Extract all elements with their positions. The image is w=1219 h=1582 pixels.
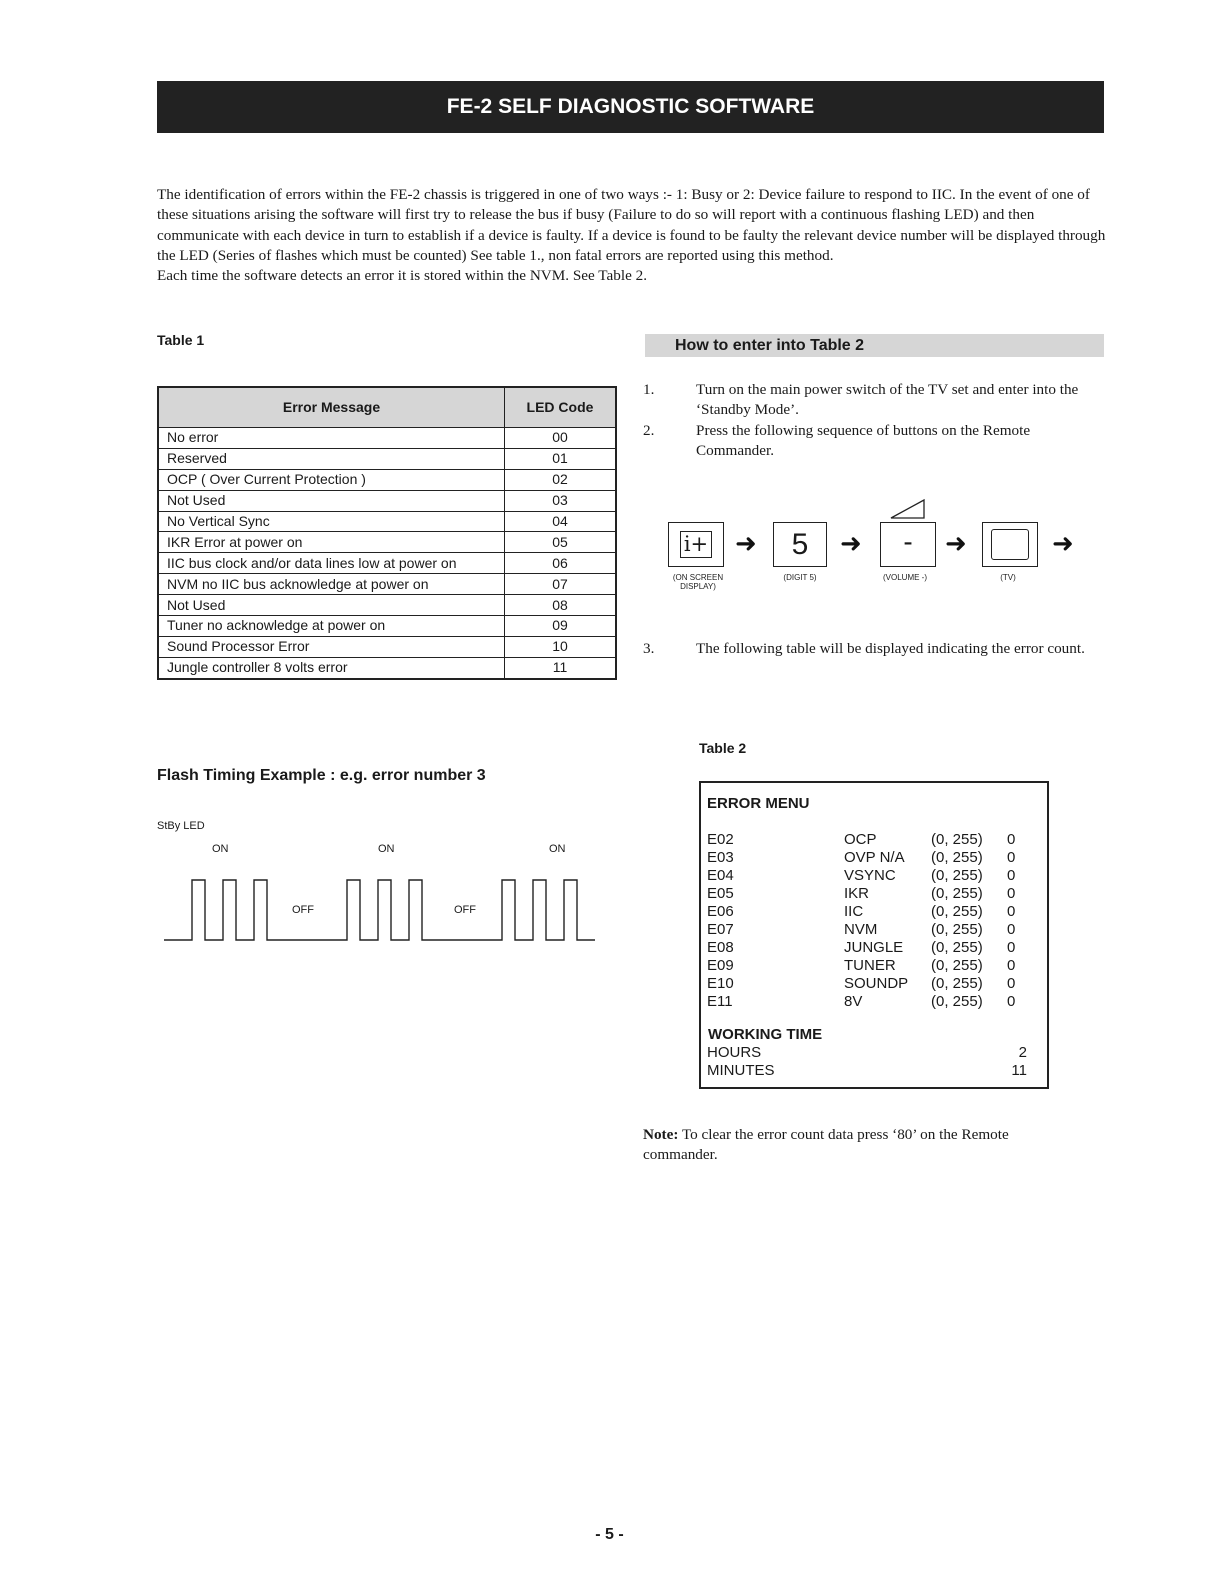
note (643, 1125, 1083, 1166)
led-code-cell: 05 (505, 532, 617, 553)
error-message-cell: No Vertical Sync (158, 511, 505, 532)
table-header-row (158, 387, 616, 428)
led-code-cell: 11 (505, 657, 617, 678)
step-number: 2. (643, 422, 655, 439)
error-count: 0 (1007, 921, 1016, 938)
volume-minus-button[interactable] (880, 522, 936, 567)
error-code: E04 (707, 867, 734, 884)
error-name: TUNER (844, 957, 896, 974)
error-range: (0, 255) (931, 921, 983, 938)
button-caption: (TV) (1000, 573, 1016, 582)
led-code-cell: 10 (505, 636, 617, 657)
page-title-banner (157, 81, 1104, 133)
button-caption: (ON SCREEN DISPLAY) (672, 573, 724, 591)
intro-paragraph-2: Each time the software detects an error it is stored within the NVM. See Table 2. (157, 267, 647, 285)
step-3 (643, 639, 1098, 659)
step-text: Press the following sequence of buttons on the Remote Commander. (696, 422, 1031, 460)
hours-value: 2 (1018, 1044, 1027, 1061)
error-name: NVM (844, 921, 878, 938)
error-message-cell: OCP ( Over Current Protection ) (158, 469, 505, 490)
hours-label: HOURS (707, 1044, 762, 1061)
error-code: E07 (707, 921, 734, 938)
led-code-cell: 02 (505, 469, 617, 490)
tv-icon (991, 529, 1029, 560)
column-header-error-message: Error Message (158, 387, 505, 428)
on-label: ON (212, 843, 229, 855)
error-range: (0, 255) (931, 939, 983, 956)
step-text: The following table will be displayed indicating the error count. (696, 640, 1085, 657)
off-label: OFF (292, 904, 314, 916)
error-message-cell: IKR Error at power on (158, 532, 505, 553)
table-row (158, 428, 616, 449)
error-count: 0 (1007, 939, 1016, 956)
error-message-cell: Tuner no acknowledge at power on (158, 616, 505, 637)
error-range: (0, 255) (931, 831, 983, 848)
on-label: ON (378, 843, 395, 855)
error-message-cell: Reserved (158, 448, 505, 469)
arrow-right-icon: ➜ (1052, 529, 1074, 558)
error-message-cell: No error (158, 428, 505, 449)
table-row (158, 574, 616, 595)
error-range: (0, 255) (931, 993, 983, 1010)
error-code-table (157, 386, 617, 680)
off-label: OFF (454, 904, 476, 916)
column-header-led-code: LED Code (505, 387, 617, 428)
error-count: 0 (1007, 975, 1016, 992)
led-code-cell: 07 (505, 574, 617, 595)
minutes-value: 11 (1011, 1062, 1027, 1079)
page-number: - 5 - (595, 1526, 624, 1543)
error-code: E11 (707, 993, 733, 1010)
error-code: E08 (707, 939, 734, 956)
flash-timing-waveform (160, 870, 612, 946)
error-count: 0 (1007, 993, 1016, 1010)
led-code-cell: 08 (505, 595, 617, 616)
step-number: 3. (643, 640, 655, 657)
table-row (158, 553, 616, 574)
led-code-cell: 04 (505, 511, 617, 532)
table-row (158, 636, 616, 657)
error-name: OCP (844, 831, 877, 848)
flash-timing-title: Flash Timing Example : e.g. error number 3 (157, 767, 486, 784)
how-to-header (645, 334, 1104, 357)
error-name: IKR (844, 885, 870, 902)
arrow-right-icon: ➜ (945, 529, 967, 558)
minutes-label: MINUTES (707, 1062, 775, 1079)
error-code: E09 (707, 957, 734, 974)
led-code-cell: 09 (505, 616, 617, 637)
error-count: 0 (1007, 849, 1016, 866)
page-title: FE-2 SELF DIAGNOSTIC SOFTWARE (446, 95, 815, 118)
error-message-cell: NVM no IIC bus acknowledge at power on (158, 574, 505, 595)
led-code-cell: 01 (505, 448, 617, 469)
error-range: (0, 255) (931, 867, 983, 884)
error-count: 0 (1007, 903, 1016, 920)
button-caption: (VOLUME -) (883, 573, 927, 582)
button-caption: (DIGIT 5) (783, 573, 817, 582)
table-row (158, 448, 616, 469)
intro-text (157, 185, 1107, 286)
error-count: 0 (1007, 831, 1016, 848)
error-message-cell: Jungle controller 8 volts error (158, 657, 505, 678)
stby-led-label: StBy LED (157, 820, 205, 832)
on-screen-display-button[interactable] (668, 522, 724, 567)
error-name: 8V (844, 993, 863, 1010)
error-message-cell: IIC bus clock and/or data lines low at power on (158, 553, 505, 574)
arrow-right-icon: ➜ (840, 529, 862, 558)
tv-button[interactable] (982, 522, 1038, 567)
error-code: E03 (707, 849, 734, 866)
error-name: SOUNDP (844, 975, 909, 992)
table-row (158, 532, 616, 553)
step-number: 1. (643, 381, 655, 398)
table2-label: Table 2 (699, 740, 747, 756)
error-code: E02 (707, 831, 734, 848)
table1-label: Table 1 (157, 332, 205, 348)
volume-ramp-icon (890, 498, 926, 520)
intro-paragraph: The identification of errors within the FE-2 chassis is triggered in one of two ways :- 1: Busy or 2: Device failure to respond to IIC. In the event of one of these situations arising the software will first try to release the bus if busy (Failure to do so will report with a continuous flashing LED) and then communicate with each device in turn to establish if a device is faulty. If a device is found to be faulty the relevant device number will be displayed through the LED (Series of flashes which must be counted) See table 1., non fatal errors are reported using this method. (157, 186, 1106, 264)
error-name: OVP N/A (844, 849, 905, 866)
led-code-cell: 06 (505, 553, 617, 574)
hours-row (707, 1044, 1027, 1062)
table-row (158, 595, 616, 616)
error-range: (0, 255) (931, 903, 983, 920)
volume-minus-icon: - (903, 526, 913, 557)
error-count: 0 (1007, 885, 1016, 902)
note-text: To clear the error count data press ‘80’ on the Remote commander. (643, 1126, 1009, 1164)
table-row (158, 511, 616, 532)
error-code: E05 (707, 885, 734, 902)
error-count: 0 (1007, 867, 1016, 884)
on-label: ON (549, 843, 566, 855)
error-count: 0 (1007, 957, 1016, 974)
digit-5-icon: 5 (791, 528, 809, 561)
led-code-cell: 00 (505, 428, 617, 449)
error-code: E10 (707, 975, 734, 992)
arrow-right-icon: ➜ (735, 529, 757, 558)
error-message-cell: Not Used (158, 490, 505, 511)
error-range: (0, 255) (931, 975, 983, 992)
led-signal-line (164, 880, 595, 940)
step-1 (643, 380, 1098, 421)
error-name: JUNGLE (844, 939, 904, 956)
table-row (158, 469, 616, 490)
step-2 (643, 421, 1098, 462)
error-message-cell: Sound Processor Error (158, 636, 505, 657)
error-menu-table (699, 781, 1049, 1089)
error-menu-title: ERROR MENU (707, 795, 810, 812)
led-code-cell: 03 (505, 490, 617, 511)
how-to-title: How to enter into Table 2 (675, 337, 865, 354)
error-range: (0, 255) (931, 885, 983, 902)
table-row (158, 657, 616, 678)
error-range: (0, 255) (931, 849, 983, 866)
on-screen-display-symbol: i+ (683, 532, 709, 556)
table-row (158, 490, 616, 511)
note-label: Note: (643, 1126, 679, 1143)
error-range: (0, 255) (931, 957, 983, 974)
error-name: IIC (844, 903, 864, 920)
table-row (158, 616, 616, 637)
error-name: VSYNC (844, 867, 896, 884)
error-message-cell: Not Used (158, 595, 505, 616)
error-code: E06 (707, 903, 734, 920)
minutes-row (707, 1062, 1027, 1080)
working-time-title: WORKING TIME (708, 1026, 823, 1043)
digit-5-button[interactable] (773, 522, 827, 567)
step-text: Turn on the main power switch of the TV set and enter into the ‘Standby Mode’. (696, 381, 1079, 419)
